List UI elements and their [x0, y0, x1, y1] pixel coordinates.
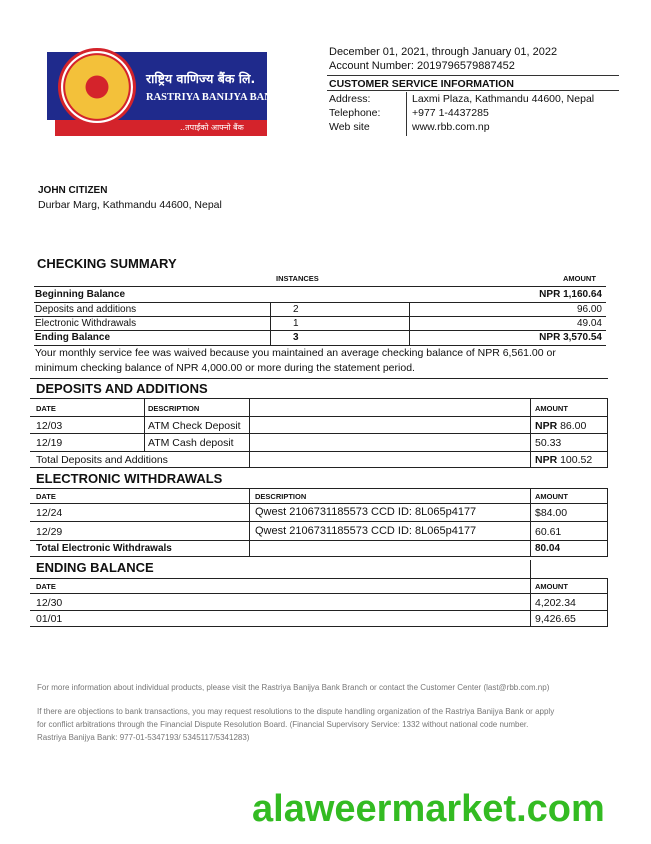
divider [34, 286, 606, 287]
checking-summary-title: CHECKING SUMMARY [37, 256, 177, 271]
divider [530, 560, 531, 626]
deposit-amount-value: 50.33 [535, 437, 562, 449]
bank-name-nepali: राष्ट्रिय वाणिज्य बैंक लि. [146, 71, 256, 86]
deposit-amount-value: 86.00 [557, 420, 587, 432]
balance-amount: 4,202.34 [535, 597, 576, 609]
deposit-date: 12/19 [36, 437, 63, 449]
divider [607, 398, 608, 467]
divider [30, 467, 608, 468]
divider [30, 488, 608, 489]
summary-row-amount: NPR 1,160.64 [539, 289, 602, 300]
withdrawal-date: 12/24 [36, 507, 63, 519]
deposit-description: ATM Cash deposit [148, 437, 234, 449]
divider [607, 488, 608, 556]
summary-row-instances: 1 [293, 318, 299, 329]
divider [30, 398, 608, 399]
csi-value: Laxmi Plaza, Kathmandu 44600, Nepal [412, 93, 595, 105]
deposit-date: 12/03 [36, 420, 63, 432]
service-fee-note-line1: Your monthly service fee was waived because you maintained an average checking balance of NPR 6,561.00 or [35, 347, 556, 359]
summary-row-label: Electronic Withdrawals [35, 318, 137, 329]
customer-address: Durbar Marg, Kathmandu 44600, Nepal [38, 199, 222, 211]
divider [30, 451, 608, 452]
summary-row-label: Deposits and additions [35, 304, 137, 315]
col-description: DESCRIPTION [255, 492, 307, 501]
csi-label: Telephone: [329, 107, 381, 119]
withdrawals-total-amount: 80.04 [535, 543, 561, 554]
divider [30, 556, 608, 557]
ending-balance-title: ENDING BALANCE [36, 560, 154, 575]
divider [30, 378, 608, 379]
deposits-total-amount [535, 454, 592, 466]
csi-label: Address: [329, 93, 371, 105]
withdrawal-description: Qwest 2106731185573 CCD ID: 8L065p4177 [255, 506, 477, 518]
divider [34, 330, 606, 331]
summary-row-amount: 49.04 [576, 318, 602, 329]
col-date: DATE [36, 582, 56, 591]
csi-divider [406, 92, 407, 136]
summary-row-amount: 96.00 [576, 304, 602, 315]
withdrawal-amount: 60.61 [535, 526, 562, 538]
divider [249, 398, 250, 467]
service-fee-note-line2: minimum checking balance of NPR 4,000.00 or more during the statement period. [35, 362, 415, 374]
divider [270, 302, 271, 345]
withdrawal-description: Qwest 2106731185573 CCD ID: 8L065p4177 [255, 525, 477, 537]
deposits-title: DEPOSITS AND ADDITIONS [36, 381, 208, 396]
csi-value: +977 1-4437285 [412, 107, 489, 119]
footer-line3: for conflict arbitrations through the Financial Dispute Resolution Board. (Financial Supervisory Service: 1332 without national code number. [37, 720, 529, 729]
withdrawal-amount: $84.00 [535, 507, 568, 519]
divider [34, 345, 606, 346]
balance-amount: 9,426.65 [535, 613, 576, 625]
summary-row-label: Beginning Balance [35, 289, 126, 300]
divider [30, 593, 608, 594]
col-amount: AMOUNT [535, 404, 568, 413]
footer-line1: For more information about individual products, please visit the Rastriya Banijya Bank Branch or contact the Customer Center (last@rbb.com.np) [37, 683, 550, 692]
divider [30, 433, 608, 434]
csi-label: Web site [329, 121, 370, 133]
deposits-total-label: Total Deposits and Additions [36, 454, 168, 466]
divider [30, 626, 608, 627]
footer-line2: If there are objections to bank transactions, you may request resolutions to the dispute handling organization of the Rastriya Banijya Bank or apply [37, 707, 555, 716]
withdrawal-date: 12/29 [36, 526, 63, 538]
divider [30, 416, 608, 417]
divider [530, 398, 531, 467]
deposit-description: ATM Check Deposit [148, 420, 241, 432]
deposit-amount [535, 437, 561, 449]
col-amount: AMOUNT [535, 492, 568, 501]
summary-row-label: Ending Balance [35, 332, 111, 343]
withdrawals-total-label: Total Electronic Withdrawals [36, 543, 172, 554]
bank-name-english: RASTRIYA BANIJYA BANK LTD. [146, 92, 306, 103]
col-amount: AMOUNT [535, 582, 568, 591]
footer-line4: Rastriya Banijya Bank: 977-01-5347193/ 5345117/5341283) [37, 733, 250, 742]
col-description: DESCRIPTION [148, 404, 200, 413]
col-date: DATE [36, 492, 56, 501]
bank-tagline: ..तपाईंको आफ्नो बैंक [180, 123, 244, 132]
col-amount: AMOUNT [563, 274, 596, 283]
balance-date: 12/30 [36, 597, 63, 609]
customer-service-title: CUSTOMER SERVICE INFORMATION [327, 75, 619, 91]
divider [34, 302, 606, 303]
summary-row-instances: 3 [293, 332, 299, 343]
summary-row-instances: 2 [293, 304, 299, 315]
divider [34, 316, 606, 317]
divider [30, 578, 608, 579]
summary-row-amount: NPR 3,570.54 [539, 332, 602, 343]
balance-date: 01/01 [36, 613, 63, 625]
withdrawals-title: ELECTRONIC WITHDRAWALS [36, 471, 223, 486]
divider [30, 503, 608, 504]
divider [30, 521, 608, 522]
divider [30, 610, 608, 611]
divider [249, 488, 250, 556]
divider [530, 488, 531, 556]
col-date: DATE [36, 404, 56, 413]
deposits-total-currency: NPR [535, 454, 558, 466]
customer-name: JOHN CITIZEN [38, 185, 108, 196]
bank-emblem-icon [58, 48, 136, 126]
divider [30, 540, 608, 541]
account-number: Account Number: 2019796579887452 [329, 60, 515, 72]
deposits-total-value: 100.52 [557, 454, 593, 466]
divider [409, 302, 410, 345]
divider [144, 398, 145, 451]
csi-value: www.rbb.com.np [412, 121, 490, 133]
statement-period: December 01, 2021, through January 01, 2022 [329, 46, 558, 58]
col-instances: INSTANCES [276, 274, 319, 283]
watermark: alaweermarket.com [252, 788, 605, 830]
divider [607, 578, 608, 626]
deposit-currency: NPR [535, 420, 558, 432]
deposit-amount [535, 420, 586, 432]
